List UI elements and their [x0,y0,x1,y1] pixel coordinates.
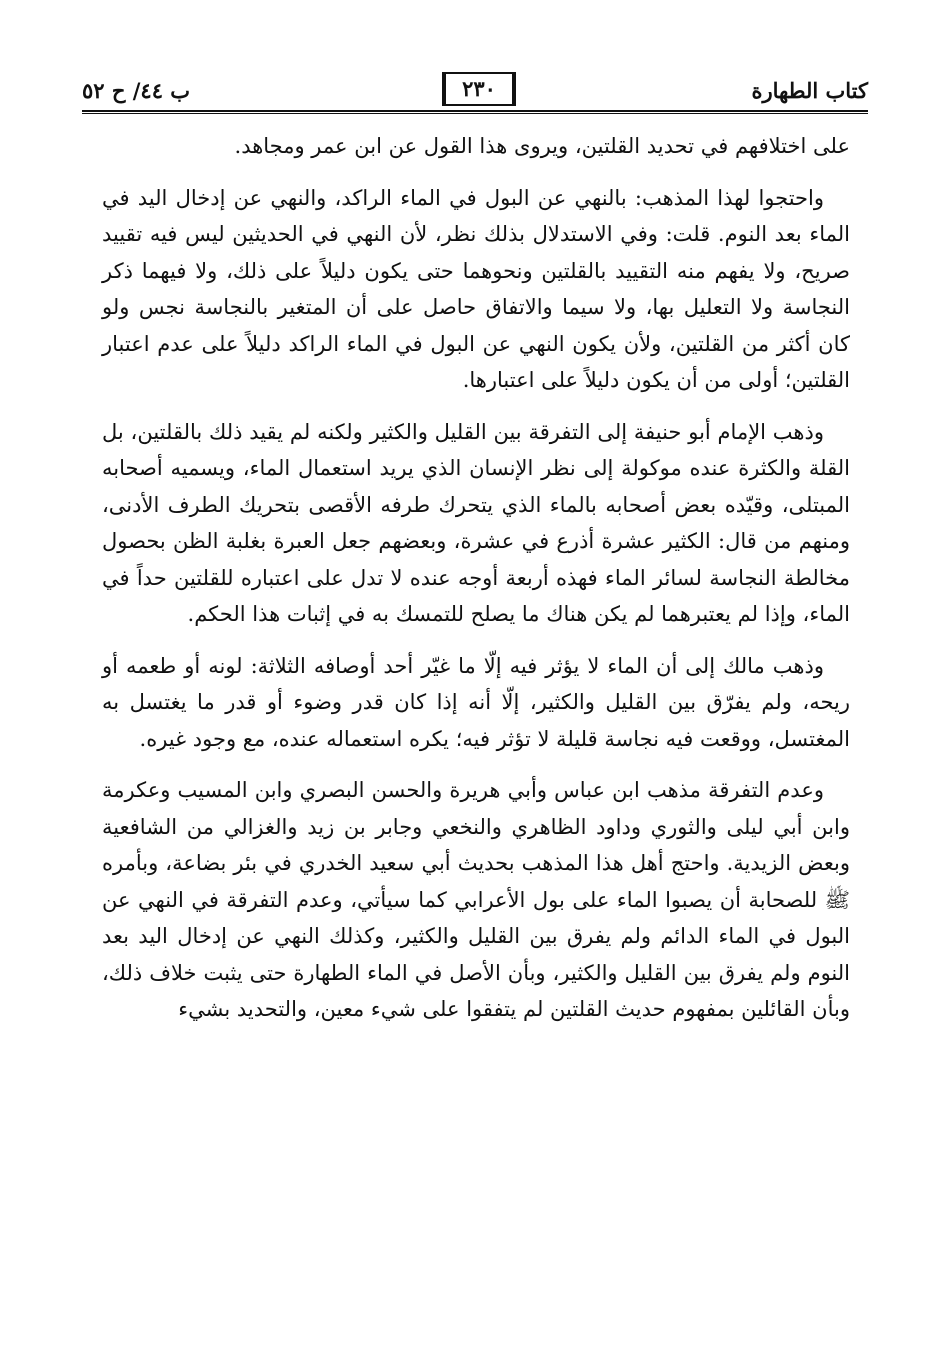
paragraph: وذهب مالك إلى أن الماء لا يؤثر فيه إلّا ما غيّر أحد أوصافه الثلاثة: لونه أو طعمه أو ريحه، ولم يفرّق بين القليل والكثير، إلّا أنه إذا كان قدر وضوء أو قدر ما يغتسل به المغتسل، ووقعت فيه نجاسة قليلة لا تؤثر فيه؛ يكره استعماله عنده، مع وجود غيره. [102,653,850,751]
paragraph: واحتجوا لهذا المذهب: بالنهي عن البول في الماء الراكد، والنهي عن إدخال اليد في الماء بعد النوم. قلت: وفي الاستدلال بذلك نظر، لأن النهي في الحديثين ليس فيه تقييد صريح، ولا يفهم منه التقييد بالقلتين ونحوهما حتى يكون دليلاً على ذلك، ولا فيهما ذكر النجاسة ولا التعليل بها، ولا سيما والاتفاق حاصل على أن المتغير بالنجاسة نجس ولو كان أكثر من القلتين، ولأن يكون النهي عن البول في الماء الراكد دليلاً على عدم اعتبار القلتين؛ أولى من أن يكون دليلاً على اعتبارها. [102,185,850,392]
page-body [102,128,850,1043]
paragraph: وذهب الإمام أبو حنيفة إلى التفرقة بين القليل والكثير ولكنه لم يقيد ذلك بالقلتين، بل القلة والكثرة عنده موكولة إلى نظر الإنسان الذي يريد استعمال الماء، ويسميه أصحابه المبتلى، وقيّده بعض أصحابه بالماء الذي يتحرك طرفه الأقصى بتحريك الطرف الأدنى، ومنهم من قال: الكثير عشرة أذرع في عشرة، وبعضهم جعل العبرة بغلبة الظن بحصول مخالطة النجاسة لسائر الماء فهذه أربعة أوجه عنده لا تدل على اعتباره للقلتين حداً في الماء، وإذا لم يعتبرهما لم يكن هناك ما يصلح للتمسك به في إثبات هذا الحكم. [102,419,850,626]
page-header [82,72,868,112]
page-number: ٢٣٠ [442,72,516,106]
paragraph: وعدم التفرقة مذهب ابن عباس وأبي هريرة والحسن البصري وابن المسيب وعكرمة وابن أبي ليلى والثوري وداود الظاهري والنخعي وجابر بن زيد والغزالي من الشافعية وبعض الزيدية. واحتج أهل هذا المذهب بحديث أبي سعيد الخدري في بئر بضاعة، وبأمره ﷺ للصحابة أن يصبوا الماء على بول الأعرابي كما سيأتي، وعدم التفرقة في النهي عن البول في الماء الدائم ولم يفرق بين القليل والكثير، وكذلك النهي عن إدخال اليد بعد النوم ولم يفرق بين القليل والكثير، وبأن الأصل في الماء الطهارة حتى يثبت خلاف ذلك، وبأن القائلين بمفهوم حديث القلتين لم يتفقوا على شيء معين، والتحديد بشيء [102,778,850,1021]
hadith-reference: ب ٤٤/ ح ٥٢ [82,78,191,103]
chapter-title: كتاب الطهارة [751,78,868,103]
header-rule [82,110,868,114]
paragraph: على اختلافهم في تحديد القلتين، ويروى هذا القول عن ابن عمر ومجاهد. [234,134,850,158]
